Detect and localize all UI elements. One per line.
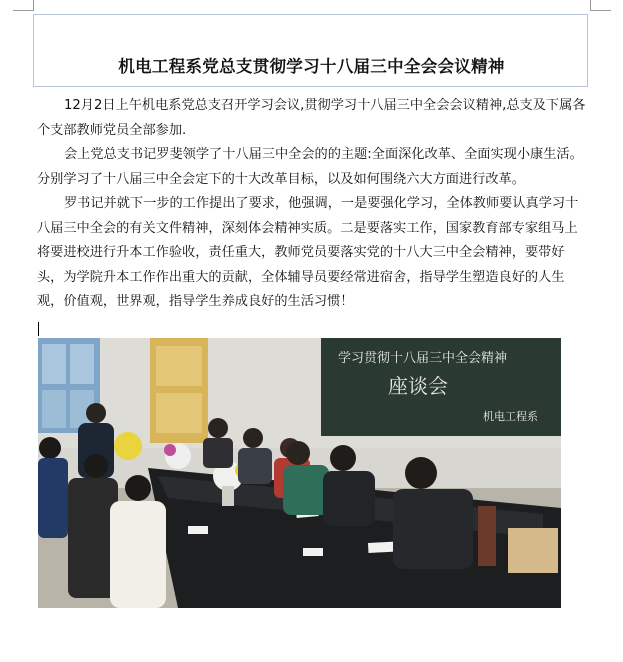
banner-line-1: 学习贯彻十八届三中全会精神 [338,351,508,366]
meeting-photo-illustration [38,338,561,608]
paragraph-3: 罗书记并就下一步的工作提出了要求，他强调，一是要强化学习，全体教师要认真学习十八届三中全会的有关文件精神，深刻体会精神实质。二是要落实工作，国家教育部专家组马上将要进校进行升本工作验收，责任重大，教师党员要落实党的十八大三中全会精神，要带好头，为学院升本工作作出重大的贡献，全体辅导员要经常进宿舍，指导学生塑造良好的人生观，价值观，世界观，指导学生养成良好的生活习惯！ [37,196,579,309]
margin-mark-left [13,0,34,11]
meeting-photo [38,338,561,608]
paragraph-1: 12月2日上午机电系党总支召开学习会议,贯彻学习十八届三中全会会议精神,总支及下属各个支部教师党员全部参加. [37,98,586,138]
document-title: 机电工程系党总支贯彻学习十八届三中全会会议精神 [118,57,505,76]
document-body[interactable] [37,94,589,315]
banner-line-2: 座谈会 [388,374,448,398]
margin-mark-right [590,0,611,11]
paragraph-2: 会上党总支书记罗斐领学了十八届三中全会的的主题:全面深化改革、全面实现小康生活。分别学习了十八届三中全会定下的十大改革目标，以及如何围绕六大方面进行改革。 [37,147,583,187]
banner-line-3: 机电工程系 [483,410,538,423]
text-cursor [38,322,39,336]
